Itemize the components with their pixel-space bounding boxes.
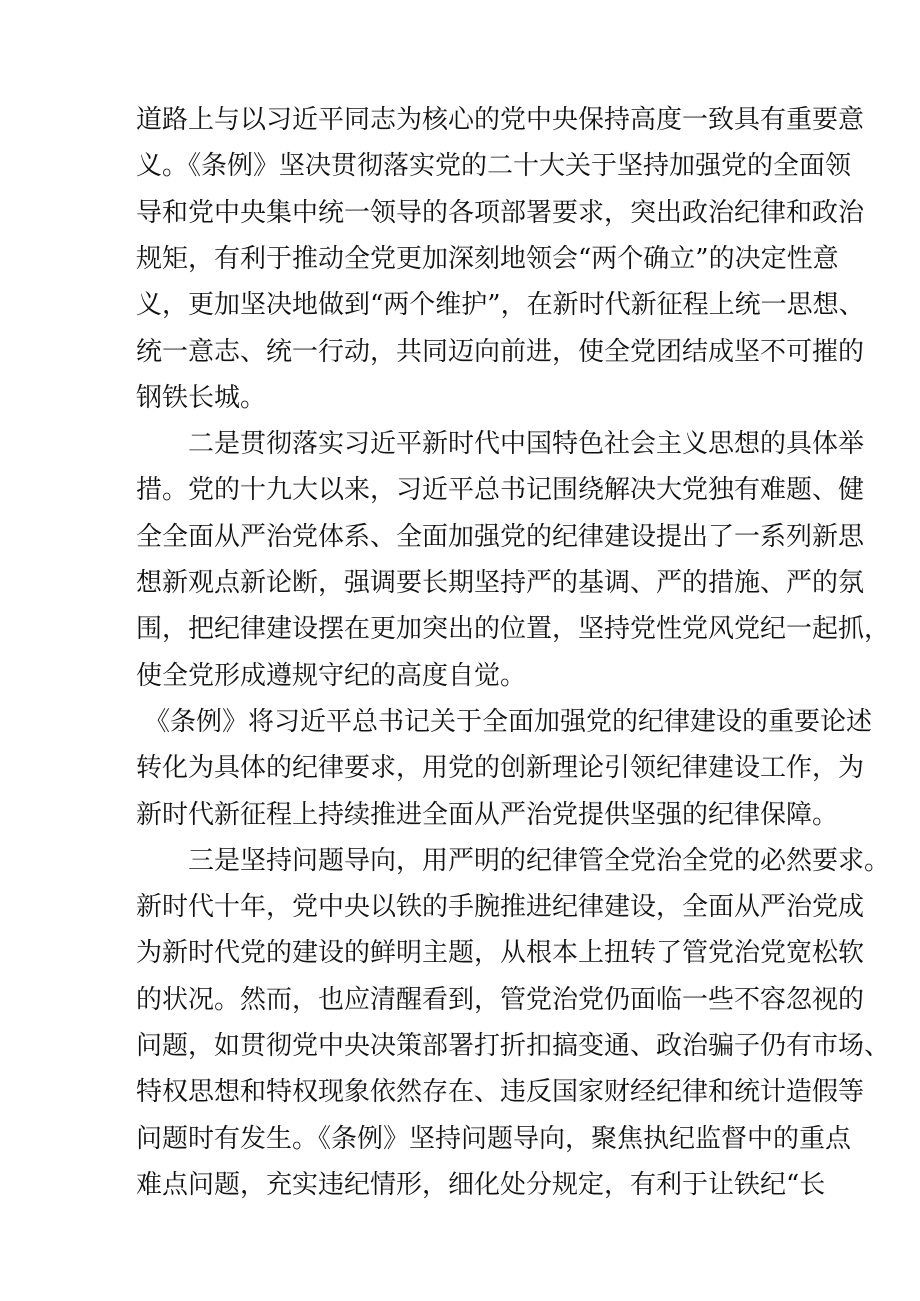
text-line: 义，更加坚决地做到“两个维护”，在新时代新征程上统一思想、 (136, 290, 865, 320)
text-line: 为新时代党的建设的鲜明主题，从根本上扭转了管党治党宽松软 (136, 938, 865, 968)
paragraph-2-first-line: 二是贯彻落实习近平新时代中国特色社会主义思想的具体举 (188, 429, 865, 459)
text-line: 新时代十年，党中央以铁的手腕推进纪律建设，全面从严治党成 (136, 892, 865, 922)
paragraph-3-first-line: 三是坚持问题导向，用严明的纪律管全党治全党的必然要求。 (188, 846, 891, 876)
text-line: 想新观点新论断，强调要长期坚持严的基调、严的措施、严的氛 (136, 568, 865, 598)
text-line: 道路上与以习近平同志为核心的党中央保持高度一致具有重要意 (136, 105, 865, 135)
text-line: 措。党的十九大以来，习近平总书记围绕解决大党独有难题、健 (136, 475, 865, 505)
text-line: 《条例》将习近平总书记关于全面加强党的纪律建设的重要论述 (144, 707, 873, 737)
text-line: 新时代新征程上持续推进全面从严治党提供坚强的纪律保障。 (136, 800, 839, 830)
text-line: 全全面从严治党体系、全面加强党的纪律建设提出了一系列新思 (136, 522, 865, 552)
text-line: 统一意志、统一行动，共同迈向前进，使全党团结成坚不可摧的 (136, 337, 865, 367)
text-line: 钢铁长城。 (136, 383, 267, 413)
text-line: 问题时有发生。《条例》坚持问题导向，聚焦执纪监督中的重点 (136, 1124, 852, 1154)
text-line: 转化为具体的纪律要求，用党的创新理论引领纪律建设工作，为 (136, 753, 865, 783)
text-line: 导和党中央集中统一领导的各项部署要求，突出政治纪律和政治 (136, 198, 865, 228)
text-line: 特权思想和特权现象依然存在、违反国家财经纪律和统计造假等 (136, 1077, 865, 1107)
text-line: 问题，如贯彻党中央决策部署打折扣搞变通、政治骗子仍有市场、 (136, 1031, 891, 1061)
text-line: 规矩，有利于推动全党更加深刻地领会“两个确立”的决定性意 (136, 244, 839, 274)
text-line: 难点问题，充实违纪情形，细化处分规定，有利于让铁纪“长 (136, 1170, 826, 1200)
text-line: 的状况。然而，也应清醒看到，管党治党仍面临一些不容忽视的 (136, 985, 865, 1015)
text-line: 围，把纪律建设摆在更加突出的位置，坚持党性党风党纪一起抓， (136, 614, 891, 644)
text-line: 义。《条例》坚决贯彻落实党的二十大关于坚持加强党的全面领 (136, 151, 852, 181)
text-line: 使全党形成遵规守纪的高度自觉。 (136, 661, 527, 691)
